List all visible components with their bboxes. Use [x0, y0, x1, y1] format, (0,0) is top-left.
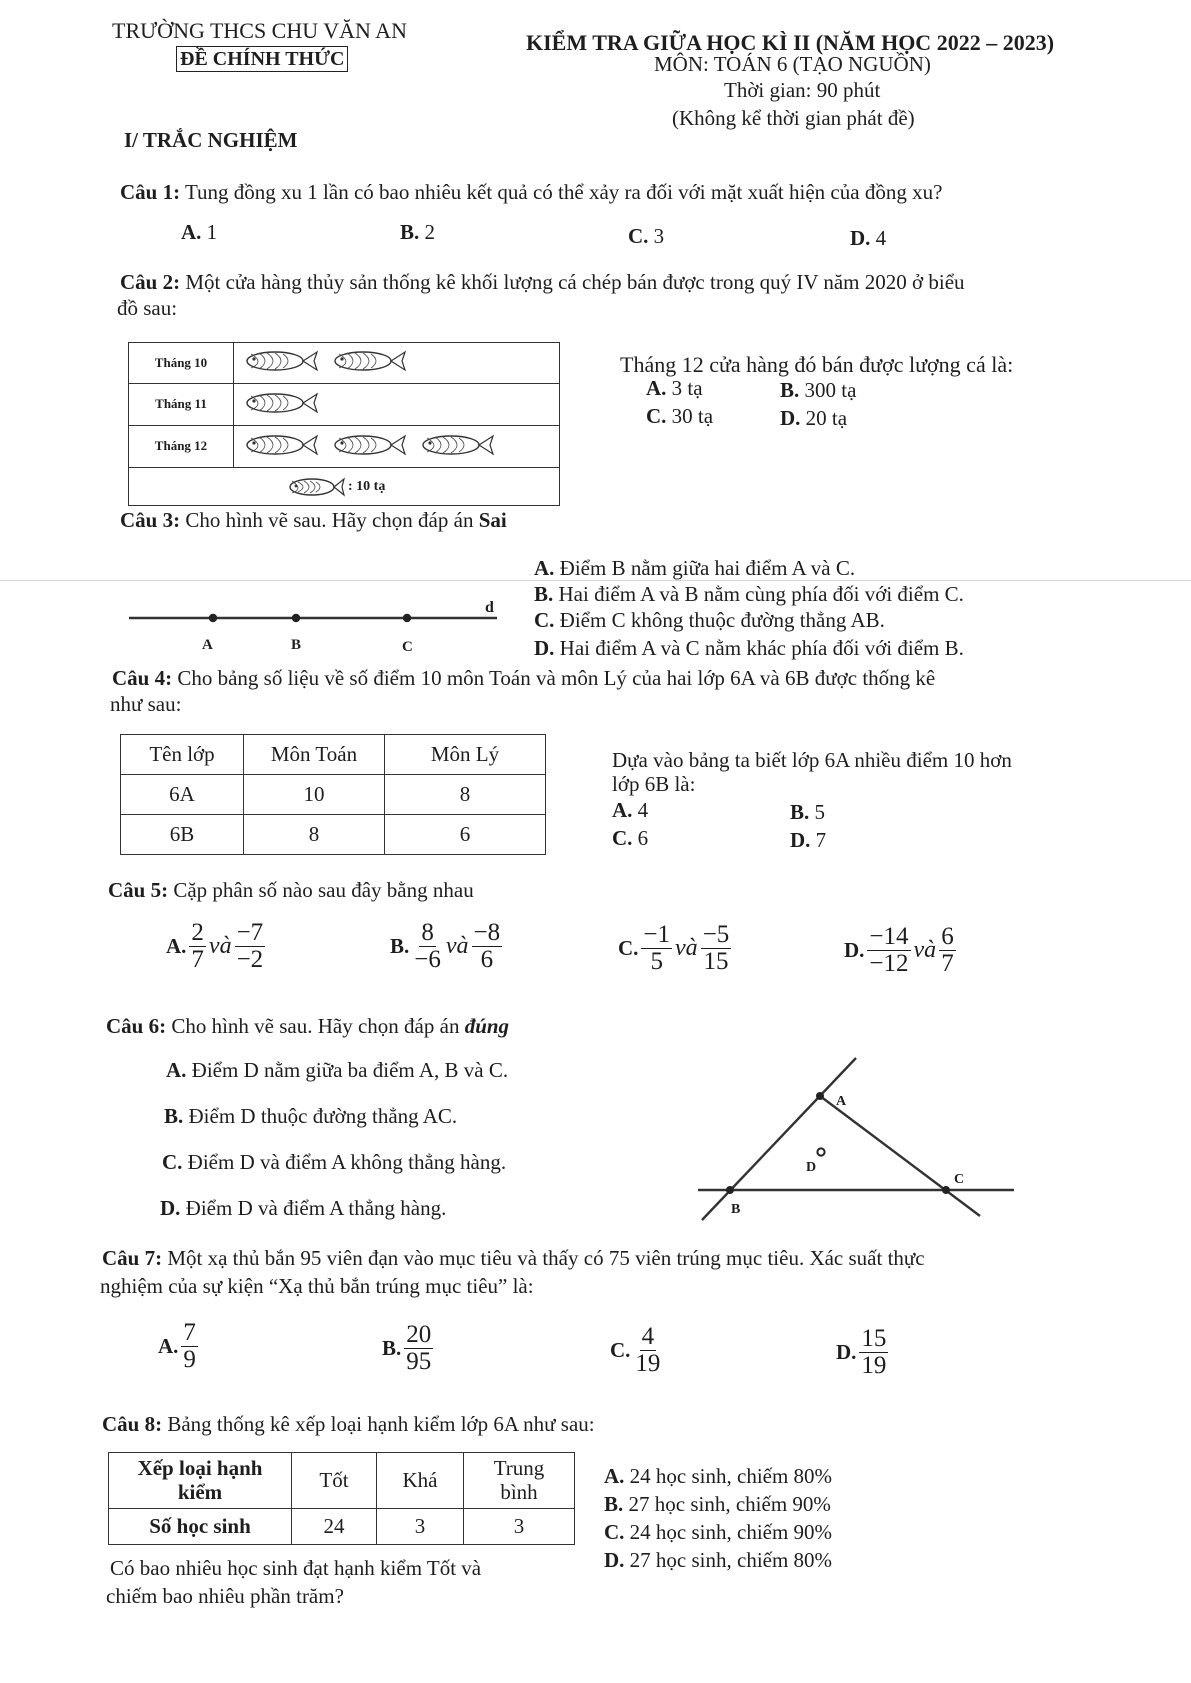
fish-icons: [239, 431, 503, 459]
q2-option-a: [646, 376, 703, 401]
point-label-d: D: [806, 1160, 817, 1175]
question-text: Một xạ thủ bắn 95 viên đạn vào mục tiêu và thấy có 75 viên trúng mục tiêu. Xác suất thực: [167, 1246, 925, 1270]
q5-option-d: [844, 924, 959, 978]
numerator: −5: [702, 921, 730, 948]
question-2: [120, 270, 965, 295]
option-text: 4: [637, 798, 649, 822]
question-label: Câu 2:: [120, 270, 181, 294]
pictograph-legend: [284, 471, 385, 503]
legend-text: : 10 tạ: [348, 479, 386, 494]
table-cell: 6A: [121, 775, 244, 815]
q5-option-c: [618, 922, 734, 976]
option-text: 1: [206, 220, 218, 244]
denominator: −2: [236, 946, 264, 974]
option-letter: C.: [646, 404, 667, 428]
option-letter: D.: [780, 406, 801, 430]
option-text: 5: [814, 800, 826, 824]
table-header: Môn Lý: [385, 735, 546, 775]
option-text: Hai điểm A và B nằm cùng phía đối với điểm C.: [558, 582, 964, 606]
question-label: Câu 4:: [112, 666, 173, 690]
option-letter: C.: [628, 224, 649, 248]
numerator: 8: [421, 919, 434, 946]
option-text: 2: [424, 220, 436, 244]
fish-icon: [327, 352, 415, 369]
fish-icons: [239, 347, 415, 375]
q7-option-b: [382, 1322, 436, 1376]
point-label-c: C: [954, 1172, 965, 1187]
month-label: Tháng 11: [129, 383, 234, 425]
q2-option-d: [780, 406, 847, 431]
q1-option-c: [628, 224, 664, 249]
option-text: Điểm D và điểm A không thẳng hàng.: [187, 1150, 507, 1174]
denominator: 15: [703, 948, 729, 976]
table-header: [109, 1453, 292, 1509]
denominator: 6: [480, 946, 494, 974]
fish-icon: [239, 436, 327, 453]
fish-icon: [415, 436, 503, 453]
q1-option-d: [850, 226, 886, 251]
option-letter: B.: [604, 1492, 624, 1516]
question-8: [102, 1412, 595, 1437]
option-text: 27 học sinh, chiếm 80%: [629, 1548, 833, 1572]
header-line: Trung: [493, 1456, 545, 1481]
option-letter: D.: [160, 1196, 181, 1220]
official-exam-badge: ĐỀ CHÍNH THỨC: [176, 46, 348, 72]
question-2-cont: đồ sau:: [117, 296, 178, 320]
question-label: Câu 5:: [108, 878, 169, 902]
option-letter: A.: [646, 376, 667, 400]
q4-option-b: [790, 800, 825, 825]
pictograph-row: [129, 383, 559, 426]
table-cell: 6B: [121, 815, 244, 855]
q5-option-b: [390, 920, 505, 974]
option-letter: B.: [534, 582, 554, 606]
table-row: [121, 815, 546, 855]
question-emphasis: Sai: [478, 508, 507, 532]
q8-option-d: [604, 1548, 832, 1573]
connector: và: [445, 933, 469, 960]
score-table: [120, 734, 546, 855]
option-text: 6: [637, 826, 649, 850]
option-text: 24 học sinh, chiếm 90%: [629, 1520, 833, 1544]
fish-icon: [284, 475, 346, 499]
option-text: 27 học sinh, chiếm 90%: [628, 1492, 831, 1516]
q6-option-b: [164, 1104, 457, 1129]
q8-option-a: [604, 1464, 832, 1489]
option-letter: B.: [790, 800, 810, 824]
numerator: −8: [473, 919, 501, 946]
numerator: 6: [941, 923, 954, 950]
month-label: Tháng 10: [129, 343, 234, 383]
question-7: [102, 1246, 925, 1271]
line-label-d: d: [485, 599, 494, 616]
numerator: 2: [191, 919, 204, 946]
option-letter: C.: [162, 1150, 183, 1174]
option-letter: B.: [382, 1336, 402, 1361]
option-letter: D.: [534, 636, 555, 660]
question-label: Câu 6:: [106, 1014, 167, 1038]
fraction: [235, 920, 266, 974]
question-label: Câu 1:: [120, 180, 181, 204]
q4-prompt-cont: lớp 6B là:: [612, 772, 696, 796]
question-1: [120, 180, 942, 205]
q7-option-d: [836, 1326, 891, 1380]
option-letter: C.: [612, 826, 633, 850]
numerator: −14: [869, 923, 909, 950]
fraction: [472, 920, 503, 974]
option-letter: C.: [534, 608, 555, 632]
option-letter: D.: [850, 226, 871, 250]
question-text: Cho bảng số liệu về số điểm 10 môn Toán và môn Lý của hai lớp 6A và 6B được thống kê: [177, 666, 936, 690]
point-label-b: B: [731, 1202, 741, 1217]
table-row: [109, 1509, 575, 1545]
q3-option-a: [534, 556, 855, 581]
q3-option-b: [534, 582, 964, 607]
denominator: 7: [941, 950, 954, 978]
option-letter: A.: [612, 798, 633, 822]
option-letter: D.: [790, 828, 811, 852]
option-letter: B.: [390, 934, 410, 959]
option-letter: A.: [166, 934, 187, 959]
option-text: Điểm D và điểm A thẳng hàng.: [185, 1196, 447, 1220]
question-text: Cho hình vẽ sau. Hãy chọn đáp án: [171, 1014, 460, 1038]
fish-icons: [239, 389, 327, 417]
q8-option-b: [604, 1492, 831, 1517]
table-cell: 6: [385, 815, 546, 855]
q6-option-c: [162, 1150, 506, 1175]
table-row: [121, 735, 546, 775]
table-cell: 3: [464, 1509, 575, 1545]
q7-option-c: [610, 1324, 665, 1378]
fish-icon: [239, 352, 327, 369]
duration: Thời gian: 90 phút: [724, 78, 881, 102]
question-text: Một cửa hàng thủy sản thống kê khối lượng cá chép bán được trong quý IV năm 2020 ở biểu: [185, 270, 965, 294]
option-text: Điểm B nằm giữa hai điểm A và C.: [559, 556, 856, 580]
option-text: 300 tạ: [804, 378, 857, 402]
option-text: Điểm D thuộc đường thẳng AC.: [188, 1104, 458, 1128]
table-header: [464, 1453, 575, 1509]
q6-option-a: [166, 1058, 508, 1083]
fraction: [867, 924, 910, 978]
fish-icon: [327, 436, 415, 453]
denominator: 95: [406, 1348, 432, 1376]
conduct-table: [108, 1452, 575, 1545]
option-letter: A.: [604, 1464, 625, 1488]
option-letter: C.: [618, 936, 639, 961]
line-diagram: [125, 600, 525, 660]
point-label-a: A: [836, 1094, 847, 1109]
point-label-c: C: [402, 639, 413, 655]
q1-option-a: [181, 220, 217, 245]
option-letter: B.: [400, 220, 420, 244]
section-title: I/ TRẮC NGHIỆM: [124, 128, 298, 152]
connector: và: [675, 935, 698, 962]
table-header: Khá: [377, 1453, 464, 1509]
option-text: 30 tạ: [671, 404, 714, 428]
question-emphasis: đúng: [464, 1014, 510, 1038]
table-cell: 10: [244, 775, 385, 815]
table-cell: 3: [377, 1509, 464, 1545]
option-text: 7: [815, 828, 827, 852]
school-name: TRƯỜNG THCS CHU VĂN AN: [112, 18, 407, 43]
numerator: 15: [861, 1325, 887, 1352]
fraction: [181, 1320, 198, 1374]
fraction: [939, 924, 956, 978]
question-label: Câu 8:: [102, 1412, 163, 1436]
q4-option-d: [790, 828, 826, 853]
fraction: [633, 1324, 662, 1378]
table-cell: 24: [292, 1509, 377, 1545]
question-text: Tung đồng xu 1 lần có bao nhiêu kết quả có thể xảy ra đối với mặt xuất hiện của đồng xu?: [184, 180, 943, 204]
option-letter: D.: [604, 1548, 625, 1572]
table-row: [109, 1453, 575, 1509]
table-cell: Số học sinh: [109, 1509, 292, 1545]
fraction: [412, 920, 443, 974]
numerator: 20: [406, 1321, 432, 1348]
q2-option-b: [780, 378, 856, 403]
fraction: [701, 922, 732, 976]
option-letter: B.: [780, 378, 800, 402]
fraction: [189, 920, 206, 974]
q3-option-c: [534, 608, 885, 633]
denominator: 19: [861, 1352, 887, 1380]
question-label: Câu 3:: [120, 508, 181, 532]
question-4: [112, 666, 935, 691]
question-3: [120, 508, 507, 533]
fish-pictograph: [128, 342, 560, 506]
option-letter: C.: [610, 1338, 631, 1363]
option-text: 20 tạ: [805, 406, 848, 430]
denominator: 19: [635, 1350, 661, 1378]
month-label: Tháng 12: [129, 425, 234, 467]
q2-prompt: Tháng 12 cửa hàng đó bán được lượng cá là:: [620, 352, 1014, 377]
q7-option-a: [158, 1320, 201, 1374]
table-header: Tốt: [292, 1453, 377, 1509]
question-text: Bảng thống kê xếp loại hạnh kiểm lớp 6A như sau:: [167, 1412, 595, 1436]
option-letter: A.: [166, 1058, 187, 1082]
question-4-cont: như sau:: [110, 692, 182, 716]
q4-option-a: [612, 798, 648, 823]
option-text: 3: [653, 224, 665, 248]
q8-option-c: [604, 1520, 832, 1545]
option-letter: A.: [534, 556, 555, 580]
q1-option-b: [400, 220, 435, 245]
subject: MÔN: TOÁN 6 (TẠO NGUỒN): [654, 52, 931, 76]
connector: và: [913, 937, 937, 964]
q4-prompt: Dựa vào bảng ta biết lớp 6A nhiều điểm 10 hơn: [612, 748, 1012, 772]
option-text: 3 tạ: [671, 376, 703, 400]
option-text: Điểm C không thuộc đường thẳng AB.: [559, 608, 885, 632]
numerator: −7: [236, 919, 264, 946]
header-line: Xếp loại hạnh: [137, 1456, 263, 1481]
option-text: Điểm D nằm giữa ba điểm A, B và C.: [191, 1058, 509, 1082]
connector: và: [208, 933, 232, 960]
option-text: 4: [875, 226, 887, 250]
q5-option-a: [166, 920, 268, 974]
q8-prompt-cont: chiếm bao nhiêu phần trăm?: [106, 1584, 344, 1608]
option-letter: D.: [836, 1340, 857, 1365]
denominator: 9: [183, 1346, 196, 1374]
header-line: bình: [500, 1479, 538, 1504]
question-text: Cặp phân số nào sau đây bằng nhau: [173, 878, 474, 902]
table-cell: 8: [244, 815, 385, 855]
table-header: Môn Toán: [244, 735, 385, 775]
pictograph-row: [129, 425, 559, 468]
duration-note: (Không kể thời gian phát đề): [672, 106, 915, 130]
question-text: Cho hình vẽ sau. Hãy chọn đáp án: [185, 508, 474, 532]
exam-title: KIỂM TRA GIỮA HỌC KÌ II (NĂM HỌC 2022 – 2023): [526, 30, 1055, 55]
fraction: [641, 922, 672, 976]
option-letter: A.: [158, 1334, 179, 1359]
q2-option-c: [646, 404, 713, 429]
header-line: kiểm: [177, 1479, 223, 1504]
denominator: 5: [650, 948, 663, 976]
fraction: [859, 1326, 888, 1380]
denominator: −12: [869, 950, 909, 978]
point-label-b: B: [291, 637, 302, 653]
fish-icon: [239, 394, 327, 411]
question-label: Câu 7:: [102, 1246, 163, 1270]
numerator: −1: [643, 921, 671, 948]
option-letter: B.: [164, 1104, 184, 1128]
numerator: 4: [641, 1323, 655, 1350]
fraction: [404, 1322, 433, 1376]
pictograph-row: [129, 343, 559, 384]
q8-prompt: Có bao nhiêu học sinh đạt hạnh kiểm Tốt và: [110, 1556, 482, 1580]
option-text: 24 học sinh, chiếm 80%: [629, 1464, 833, 1488]
option-letter: A.: [181, 220, 202, 244]
table-row: [121, 775, 546, 815]
table-header: Tên lớp: [121, 735, 244, 775]
q3-option-d: [534, 636, 964, 661]
option-letter: C.: [604, 1520, 625, 1544]
denominator: −6: [414, 946, 441, 974]
question-6: [106, 1014, 509, 1039]
q4-option-c: [612, 826, 648, 851]
option-letter: D.: [844, 938, 865, 963]
numerator: 7: [183, 1319, 196, 1346]
q6-option-d: [160, 1196, 446, 1221]
option-text: Hai điểm A và C nằm khác phía đối với điểm B.: [559, 636, 964, 660]
point-label-a: A: [202, 637, 213, 653]
table-cell: 8: [385, 775, 546, 815]
question-7-cont: nghiệm của sự kiện “Xạ thủ bắn trúng mục tiêu” là:: [100, 1274, 534, 1298]
question-5: [108, 878, 474, 903]
denominator: 7: [191, 946, 204, 974]
